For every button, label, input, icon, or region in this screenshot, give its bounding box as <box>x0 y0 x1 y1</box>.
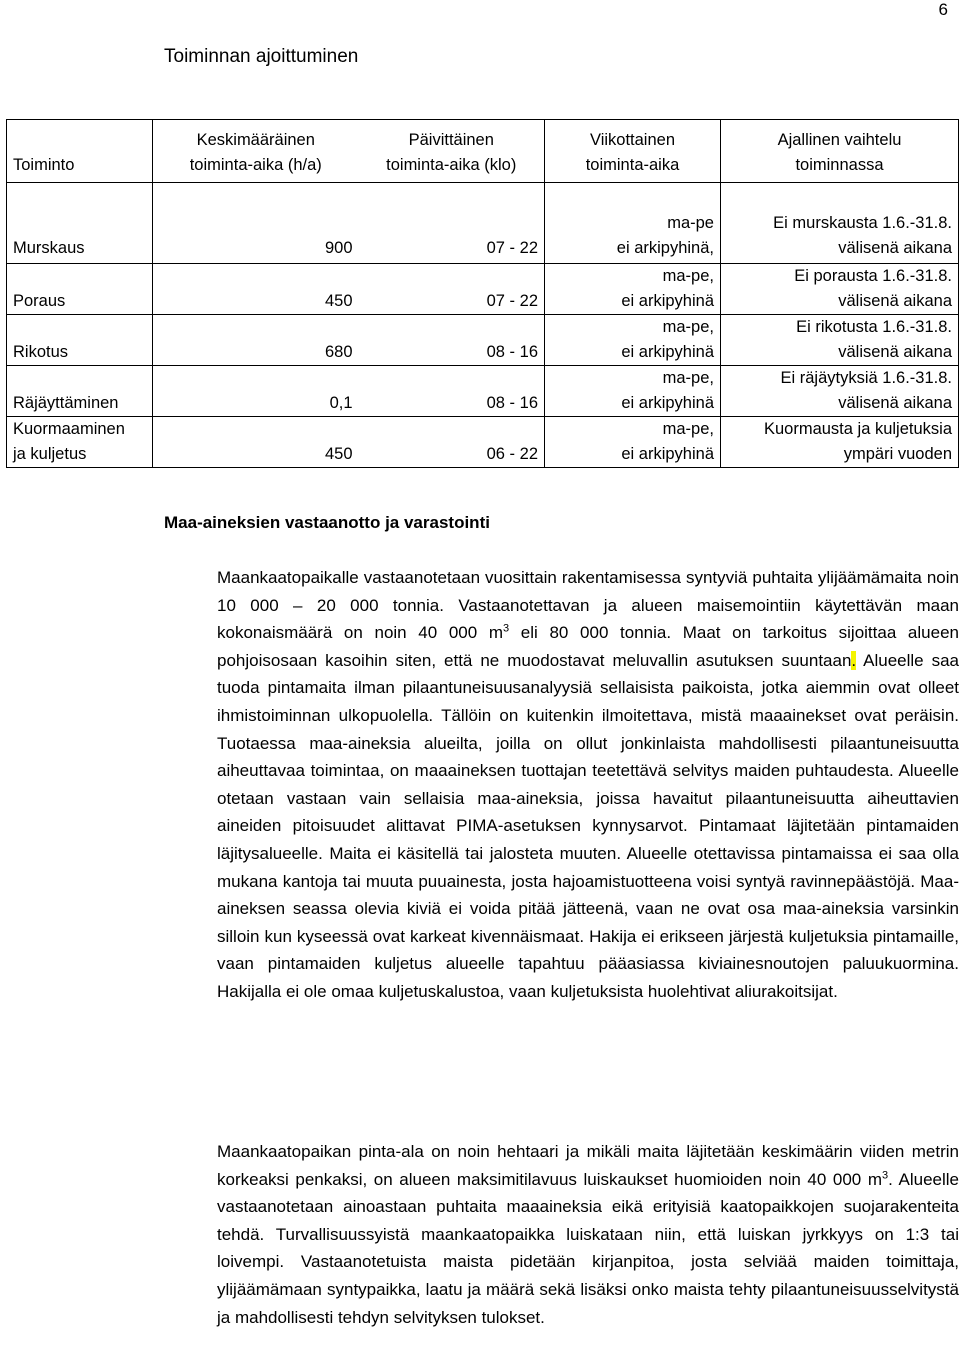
table-row <box>7 417 959 468</box>
header-weekly: Viikottainen toiminta-aika <box>545 120 721 183</box>
table-row <box>7 366 959 417</box>
cell-hours: 900 <box>153 183 359 264</box>
cell-daily: 06 - 22 <box>359 417 545 468</box>
cell-daily: 08 - 16 <box>359 366 545 417</box>
table-header-row <box>7 120 959 183</box>
cell-daily: 07 - 22 <box>359 264 545 315</box>
cell-activity: Poraus <box>7 264 153 315</box>
header-activity: Toiminto <box>7 120 153 183</box>
cell-activity: Kuormaaminen ja kuljetus <box>7 417 153 468</box>
cell-hours: 680 <box>153 315 359 366</box>
cell-weekly: ma-pe, ei arkipyhinä <box>545 264 721 315</box>
cell-activity: Räjäyttäminen <box>7 366 153 417</box>
subsection-title: Maa-aineksien vastaanotto ja varastointi <box>164 513 490 532</box>
paragraph-site-area <box>217 1138 959 1331</box>
table-row <box>7 315 959 366</box>
cell-hours: 0,1 <box>153 366 359 417</box>
cell-variation: Ei porausta 1.6.-31.8. välisenä aikana <box>721 264 959 315</box>
paragraph-text: Maankaatopaikalle vastaanotetaan vuosittain rakentamisessa syntyviä puhtaita ylijäämämaita noin 10 000 – 20 000 tonnia. Vastaanotettavan ja alueen maisemointiin käytettävän maan kokonaismäärä on noin 40 000 m <box>217 568 959 643</box>
highlight-mark: . <box>851 650 857 670</box>
cell-hours: 450 <box>153 264 359 315</box>
cell-weekly: ma-pe, ei arkipyhinä <box>545 417 721 468</box>
cell-weekly: ma-pe, ei arkipyhinä <box>545 315 721 366</box>
cell-daily: 07 - 22 <box>359 183 545 264</box>
header-daily: Päivittäinen toiminta-aika (klo) <box>359 120 545 183</box>
cell-variation: Kuormausta ja kuljetuksia ympäri vuoden <box>721 417 959 468</box>
cell-variation: Ei murskausta 1.6.-31.8. välisenä aikana <box>721 183 959 264</box>
superscript: 3 <box>882 1168 889 1181</box>
cell-daily: 08 - 16 <box>359 315 545 366</box>
paragraph-text: Maankaatopaikan pinta-ala on noin hehtaari ja mikäli maita läjitetään keskimäärin viiden metrin korkeaksi penkaksi, on alueen maksimitilavuus luiskaukset huomioiden noin 40 000 m <box>217 1142 959 1189</box>
cell-weekly: ma-pe ei arkipyhinä, <box>545 183 721 264</box>
page-number: 6 <box>938 0 948 19</box>
table-row <box>7 183 959 264</box>
cell-variation: Ei räjäytyksiä 1.6.-31.8. välisenä aikana <box>721 366 959 417</box>
paragraph-text: eli 80 000 tonnia. Maat on tarkoitus sijoittaa alueen pohjoisosaan kasoihin siten, että ne muodostavat meluvallin asutuksen suuntaan <box>217 623 959 670</box>
cell-variation: Ei rikotusta 1.6.-31.8. välisenä aikana <box>721 315 959 366</box>
cell-activity: Murskaus <box>7 183 153 264</box>
activity-schedule-table <box>6 119 959 468</box>
superscript: 3 <box>503 622 510 635</box>
paragraph-text: Alueelle saa tuoda pintamaita ilman pilaantuneisuusanalyysiä sellaisista paikoista, jotka aiemmin ovat olleet ihmistoiminnan ulkopuolella. Tällöin on kuitenkin ilmoitettava, mistä maaainekset ovat peräisin. Tuotaessa maa-aineksia alueilta, joilla on ollut jonkinlaista mahdollisesti pilaantuneisuutta aiheuttavaa toimintaa, on maaaineksen tuottajan teetettävä selvitys maiden puhtaudesta. Alueelle otetaan vastaan vain sellaisia maa-aineksia, joissa havaitut pilaantuneisuutta aiheuttavien aineiden pitoisuudet alittavat PIMA-asetuksen kynnysarvot. Pintamaat läjitetään pintamaiden läjitysalueelle. Maita ei käsitellä tai jalosteta muuten. Alueelle otettavissa pintamaissa ei saa olla mukana kantoja tai muuta puuainesta, josta hajoamistuotteena voisi syntyä ravinnepäästöjä. Maa-aineksen seassa olevia kiviä ei voida pitää jätteenä, vaan ne ovat osa maa-aineksia varsinkin silloin kun kyseessä ovat karkeat kivennäismaat. Hakija ei erikseen järjestä kuljetuksia pintamaille, vaan pintamaiden kuljetus alueelle tapahtuu pääasiassa kiviainesnoutojen paluukuormina. Hakijalla ei ole omaa kuljetuskalustoa, vaan kuljetuksista huolehtivat aliurakoitsijat. <box>217 650 959 1001</box>
header-hours: Keskimääräinen toiminta-aika (h/a) <box>153 120 359 183</box>
cell-activity: Rikotus <box>7 315 153 366</box>
paragraph-text: . Alueelle vastaanotetaan ainoastaan puhtaita maaaineksia eikä erityisiä kaatopaikkojen suojarakenteita tehdä. Turvallisuussyistä maankaatopaikka luiskataan niin, että luiskan jyrkkyys on 1:3 tai loivempi. Vastaanotetuista maista pidetään kirjanpitoa, josta selviää maiden toimittaja, ylijäämämaan syntypaikka, laatu ja määrä sekä lisäksi onko maista tehty pilaantuneisuusselvitystä ja mahdollisesti tehdyn selvityksen tulokset. <box>217 1169 959 1327</box>
cell-weekly: ma-pe, ei arkipyhinä <box>545 366 721 417</box>
table-row <box>7 264 959 315</box>
section-title: Toiminnan ajoittuminen <box>164 46 359 67</box>
cell-hours: 450 <box>153 417 359 468</box>
paragraph-soil-reception <box>217 564 959 1006</box>
header-variation: Ajallinen vaihtelu toiminnassa <box>721 120 959 183</box>
